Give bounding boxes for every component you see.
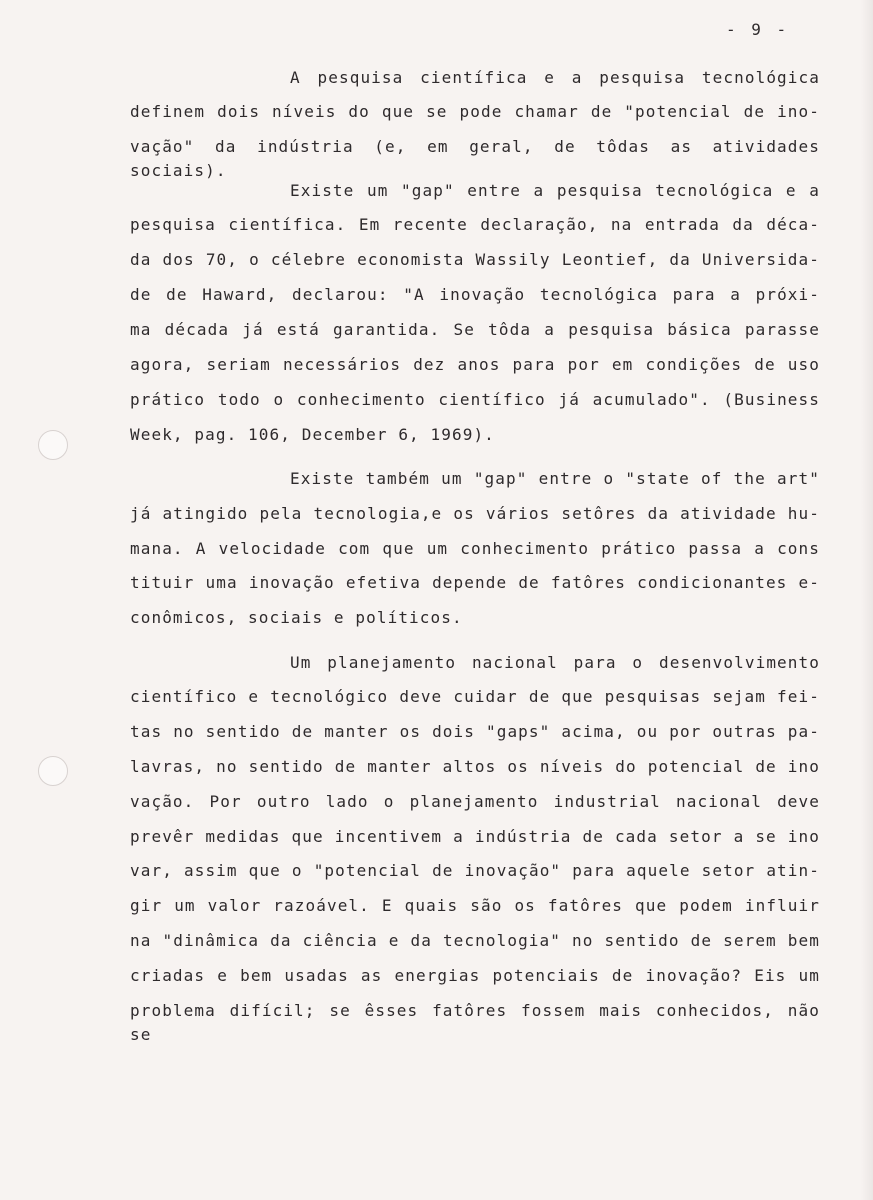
text-line: Week, pag. 106, December 6, 1969). [130, 425, 495, 444]
page-number: - 9 - [726, 20, 790, 39]
text-line: var, assim que o "potencial de inovação" para aquele setor atin- [130, 861, 820, 880]
text-line: vação" da indústria (e, em geral, de tôdas as atividades sociais). [130, 137, 820, 180]
punch-hole [38, 430, 68, 460]
text-line: Existe também um "gap" entre o "state of the art" [290, 469, 820, 488]
text-line: tituir uma inovação efetiva depende de fatôres condicionantes e- [130, 573, 820, 592]
text-line: prevêr medidas que incentivem a indústria de cada setor a se ino [130, 827, 820, 846]
text-line: já atingido pela tecnologia,e os vários setôres da atividade hu- [130, 504, 820, 523]
text-line: tas no sentido de manter os dois "gaps" acima, ou por outras pa- [130, 722, 820, 741]
text-line: mana. A velocidade com que um conhecimento prático passa a cons [130, 539, 820, 558]
punch-hole [38, 756, 68, 786]
text-line: científico e tecnológico deve cuidar de que pesquisas sejam fei- [130, 687, 820, 706]
text-line: gir um valor razoável. E quais são os fatôres que podem influir [130, 896, 820, 915]
text-line: conômicos, sociais e políticos. [130, 608, 463, 627]
text-line: criadas e bem usadas as energias potenciais de inovação? Eis um [130, 966, 820, 985]
text-line: agora, seriam necessários dez anos para por em condições de uso [130, 355, 820, 374]
text-line: ma década já está garantida. Se tôda a pesquisa básica parasse [130, 320, 820, 339]
text-line: na "dinâmica da ciência e da tecnologia" no sentido de serem bem [130, 931, 820, 950]
text-line: A pesquisa científica e a pesquisa tecnológica [290, 68, 820, 87]
text-line: definem dois níveis do que se pode chamar de "potencial de ino- [130, 102, 820, 121]
text-line: vação. Por outro lado o planejamento industrial nacional deve [130, 792, 820, 811]
text-line: problema difícil; se êsses fatôres fossem mais conhecidos, não se [130, 1001, 820, 1044]
page-edge-shadow [861, 0, 873, 1200]
text-line: de de Haward, declarou: "A inovação tecnológica para a próxi- [130, 285, 820, 304]
text-line: lavras, no sentido de manter altos os níveis do potencial de ino [130, 757, 820, 776]
text-line: pesquisa científica. Em recente declaração, na entrada da déca- [130, 215, 820, 234]
text-line: prático todo o conhecimento científico já acumulado". (Business [130, 390, 820, 409]
text-line: Um planejamento nacional para o desenvolvimento [290, 653, 820, 672]
text-line: Existe um "gap" entre a pesquisa tecnológica e a [290, 181, 820, 200]
text-line: da dos 70, o célebre economista Wassily Leontief, da Universida- [130, 250, 820, 269]
